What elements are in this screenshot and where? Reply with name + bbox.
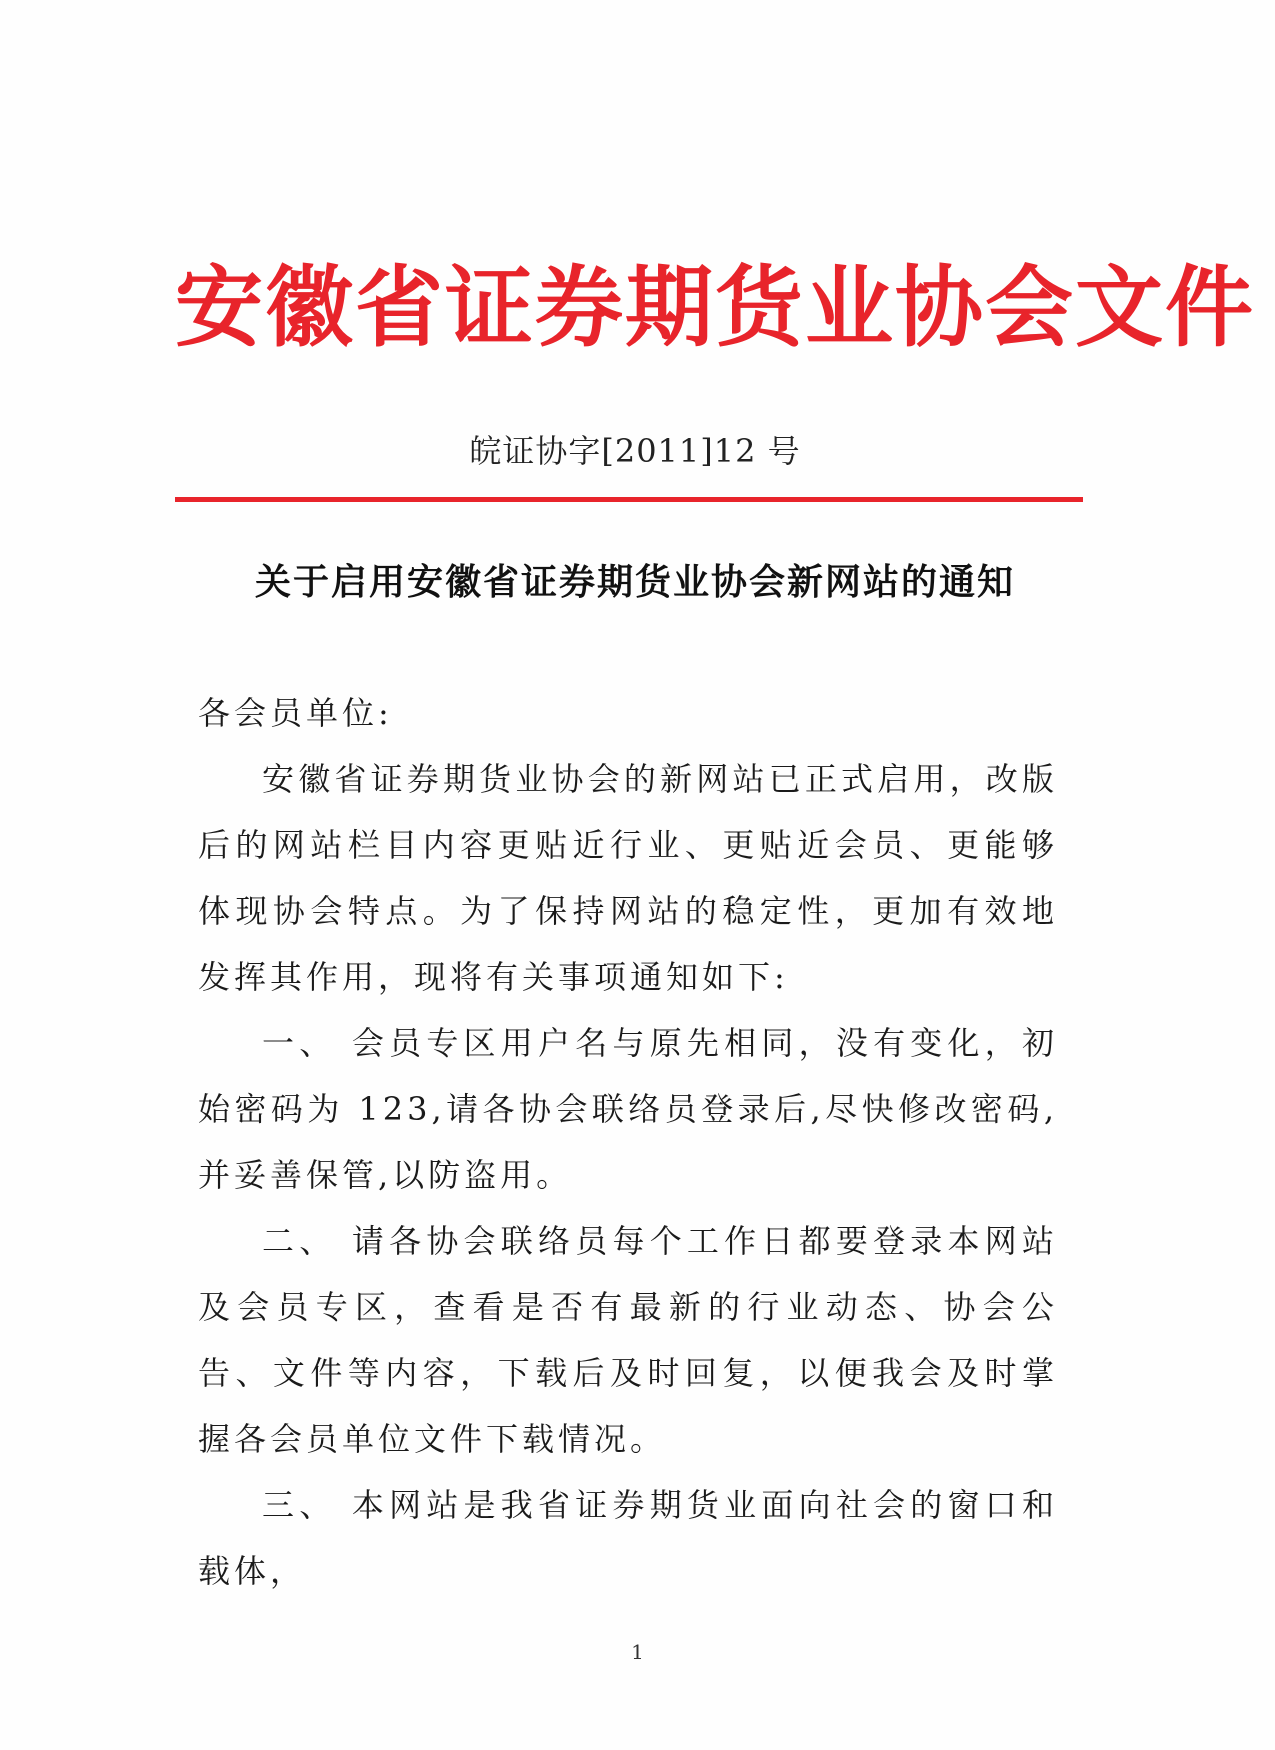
page-number: 1 xyxy=(631,1640,644,1664)
document-header-title: 安徽省证券期货业协会文件 xyxy=(175,256,1256,359)
notice-body xyxy=(198,680,1058,1604)
notice-title: 关于启用安徽省证券期货业协会新网站的通知 xyxy=(254,561,1015,603)
paragraph-item-3: 三、 本网站是我省证券期货业面向社会的窗口和载体， xyxy=(198,1486,1058,1590)
salutation: 各会员单位: xyxy=(198,694,393,732)
document-number: 皖证协字[2011]12 号 xyxy=(469,432,801,470)
paragraph-item-1: 一、 会员专区用户名与原先相同，没有变化，初始密码为 123,请各协会联络员登录后,尽快修改密码,并妥善保管,以防盗用。 xyxy=(198,1024,1058,1194)
paragraph-item-2: 二、 请各协会联络员每个工作日都要登录本网站及会员专区，查看是否有最新的行业动态、协会公告、文件等内容，下载后及时回复，以便我会及时掌握各会员单位文件下载情况。 xyxy=(198,1222,1058,1458)
paragraph-intro: 安徽省证券期货业协会的新网站已正式启用，改版后的网站栏目内容更贴近行业、更贴近会员、更能够体现协会特点。为了保持网站的稳定性，更加有效地发挥其作用，现将有关事项通知如下: xyxy=(198,760,1058,996)
header-red-rule xyxy=(175,497,1083,502)
